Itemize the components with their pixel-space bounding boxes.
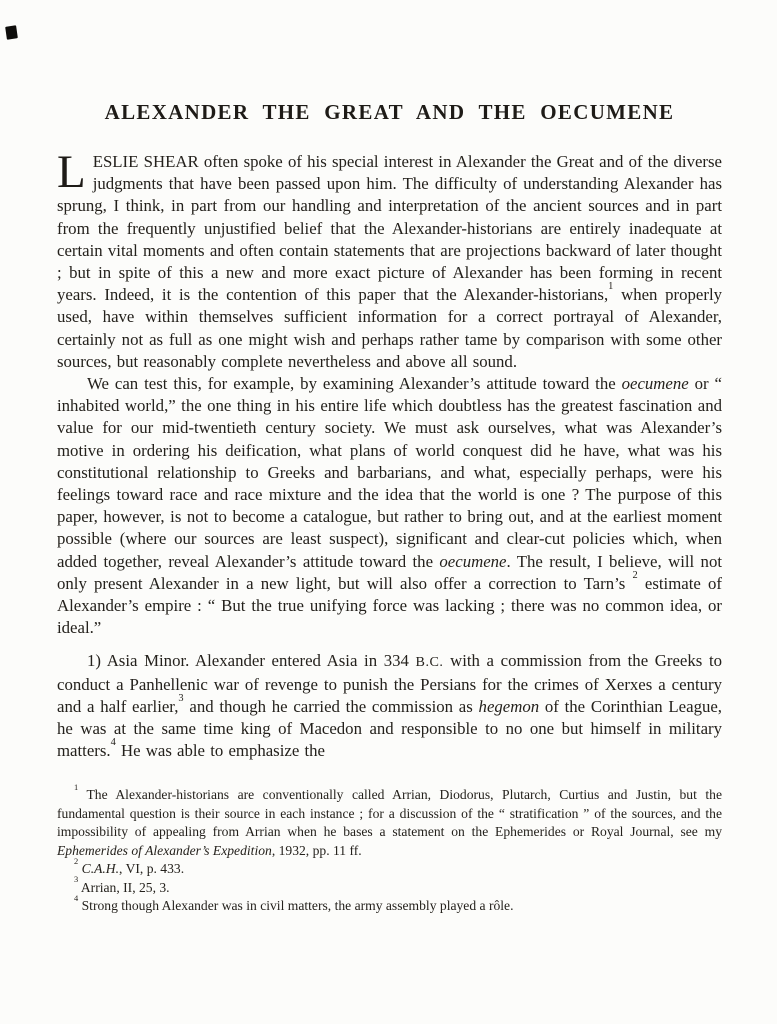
- italic-text: oecumene: [439, 551, 507, 571]
- footnotes: [57, 782, 722, 915]
- footnote: [57, 874, 722, 897]
- text-run: The Alexander-historians are conventionally called Arrian, Diodorus, Plutarch, Curtius and Justin, but the fundamental question is their source in each instance ; for a discussion of the “ stratification ” of the sources, and the impossibility of appealing from Arrian when he bases a statement on the Ephemerides or Royal Journal, see my: [57, 787, 722, 840]
- text-run: ESLIE SHEAR: [92, 152, 199, 171]
- footnote: [57, 892, 722, 915]
- paragraph: [57, 650, 722, 762]
- footnote-marker: 1: [608, 280, 614, 292]
- footnote-marker: 3: [74, 874, 79, 885]
- footnote: [57, 782, 722, 860]
- footnote-marker: 4: [74, 892, 79, 903]
- text-run: We can test this, for example, by examining Alexander’s attitude toward the: [87, 374, 622, 394]
- text-run: , 1932, pp. 11 ff.: [271, 842, 362, 858]
- text-run: when properly used, have within themselves sufficient information for a correct portrayal of Alexander, certainly not as full as one might wish and perhaps rather tame by comparison with some other sources, but reasonably complete nevertheless and above all sound.: [57, 285, 722, 371]
- text-run: estimate of Alexander’s empire : “ But the true unifying force was lacking ; there was no common idea, or ideal.”: [57, 573, 722, 638]
- italic-text: oecumene: [621, 374, 689, 394]
- text-run: , VI, p. 433.: [119, 861, 185, 877]
- text-run: or “ inhabited world,” the one thing in his entire life which doubtless has the greatest fascination and value for our mid-twentieth century society. We must ask ourselves, what was Alexander’s motive in ordering his deification, what plans of world conquest did he have, what was his constitutional relationship to Greeks and barbarians, and what, especially perhaps, were his feelings toward race and race mixture and the idea that the world is one ? The purpose of this paper, however, is not to become a catalogue, but rather to bring out, and at the earliest moment possible (where our sources are least suspect), significant and clear-cut policies which, when added together, reveal Alexander’s attitude toward the: [57, 374, 722, 571]
- text-run: He was able to emphasize the: [115, 741, 325, 761]
- footnote: [57, 855, 722, 878]
- text-run: Arrian, II, 25, 3.: [78, 879, 170, 895]
- footnote-marker: 4: [110, 737, 116, 749]
- italic-text: Ephemerides of Alexander’s Expedition: [57, 842, 272, 858]
- text-run: B.C.: [415, 654, 444, 671]
- body-paragraphs: [57, 146, 722, 762]
- footnote-marker: 3: [178, 692, 184, 704]
- text-run: . The result, I believe, will not only present Alexander in a new light, but will also offer a correction to Tarn’s: [57, 551, 722, 593]
- text-run: with a commission from the Greeks to conduct a Panhellenic war of revenge to punish the Persians for the crimes of Xerxes a century and a half earlier,: [57, 651, 722, 716]
- text-run: and though he carried the commission as: [183, 696, 479, 716]
- italic-text: hegemon: [478, 696, 540, 716]
- text-run: of the Corinthian League, he was at the same time king of Macedon and responsible to no one but himself in military matters.: [57, 696, 722, 761]
- footnote-marker: 1: [74, 782, 79, 793]
- text-run: Strong though Alexander was in civil matters, the army assembly played a rôle.: [78, 897, 514, 913]
- page-title: ALEXANDER THE GREAT AND THE OECUMENE: [104, 100, 675, 124]
- footnote-marker: 2: [74, 855, 79, 866]
- footnote-marker: 2: [632, 569, 638, 581]
- drop-cap: L: [57, 146, 86, 198]
- scan-artifact: [5, 25, 18, 39]
- paragraph: [57, 146, 722, 373]
- text-run: 1) Asia Minor. Alexander entered Asia in 334: [87, 651, 416, 671]
- italic-text: C.A.H.: [81, 861, 120, 877]
- text-run: often spoke of his special interest in Alexander the Great and of the diverse judgments that have been passed upon him. The difficulty of understanding Alexander has sprung, I think, in part from our handling and interpretation of the ancient sources and in part from the frequently unjustified belief that the Alexander-historians are entirely inadequate at certain vital moments and often contain statements that are projections backward of later thought ; but in spite of this a new and more exact picture of Alexander has been forming in recent years. Indeed, it is the contention of this paper that the Alexander-historians,: [57, 152, 722, 305]
- paragraph: [57, 373, 722, 639]
